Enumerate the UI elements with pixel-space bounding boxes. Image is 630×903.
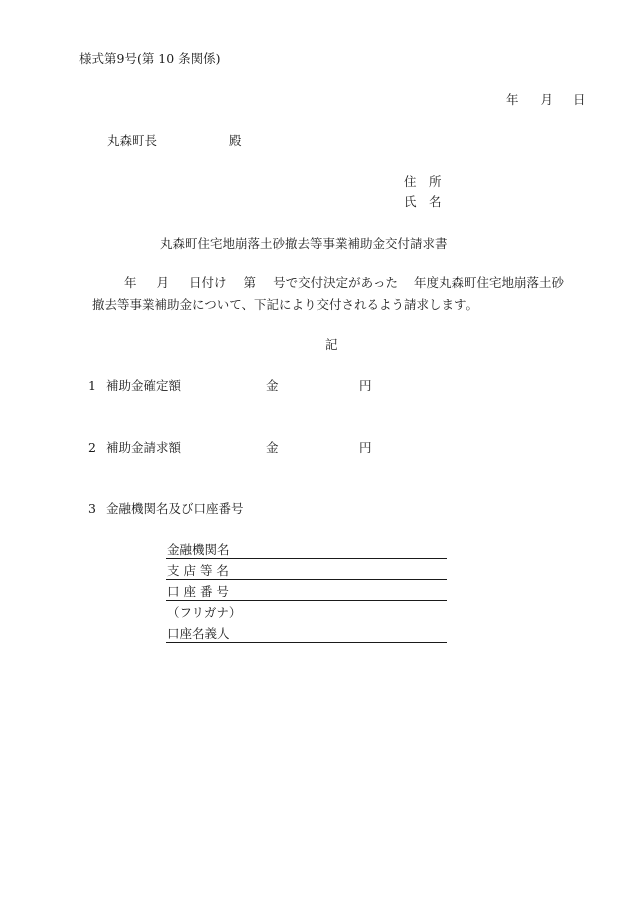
document-title: 丸森町住宅地崩落土砂撤去等事業補助金交付請求書 [160, 236, 448, 251]
branch-name-line [166, 579, 447, 580]
addressee-honorific: 殿 [229, 133, 242, 148]
furigana-label: （フリガナ） [167, 605, 242, 620]
date-line [506, 94, 586, 107]
account-holder-line [166, 642, 447, 643]
item-1-kin: 金 [266, 378, 279, 393]
body-line-2: 撤去等事業補助金について、下記により交付されるよう請求します。 [92, 297, 479, 312]
addressee-name: 丸森町長 [107, 133, 158, 148]
item-2-yen: 円 [359, 440, 372, 455]
body-dai: 第 [243, 275, 257, 290]
body-nendo: 年度丸森町住宅地崩落土砂 [413, 275, 564, 290]
account-number-line [166, 600, 447, 601]
body-go: 号で交付決定があった [273, 275, 398, 290]
date-day: 日 [573, 92, 586, 107]
item-2-number: 2 [88, 440, 96, 455]
date-year: 年 [506, 92, 519, 107]
date-month: 月 [540, 92, 554, 107]
item-3-label: 金融機関名及び口座番号 [106, 501, 244, 516]
item-3-number: 3 [88, 501, 96, 516]
applicant-address-label: 住 所 [404, 174, 442, 189]
account-number-label: 口 座 番 号 [167, 584, 229, 599]
body-month: 月 [156, 275, 170, 290]
form-number: 様式第9号(第 10 条関係) [79, 51, 221, 66]
branch-name-label: 支 店 等 名 [167, 563, 229, 578]
item-1-number: 1 [88, 378, 96, 393]
bank-name-label: 金融機関名 [167, 542, 230, 557]
body-day: 日付け [189, 275, 227, 290]
account-holder-label: 口座名義人 [167, 626, 230, 641]
item-1-yen: 円 [359, 378, 372, 393]
bank-name-line [166, 558, 447, 559]
body-year: 年 [124, 275, 137, 290]
item-1-label: 補助金確定額 [106, 378, 182, 393]
ki-heading: 記 [325, 337, 338, 352]
item-2-label: 補助金請求額 [106, 440, 182, 455]
item-2-kin: 金 [266, 440, 279, 455]
applicant-name-label: 氏 名 [404, 194, 442, 209]
body-line-1 [124, 277, 564, 290]
